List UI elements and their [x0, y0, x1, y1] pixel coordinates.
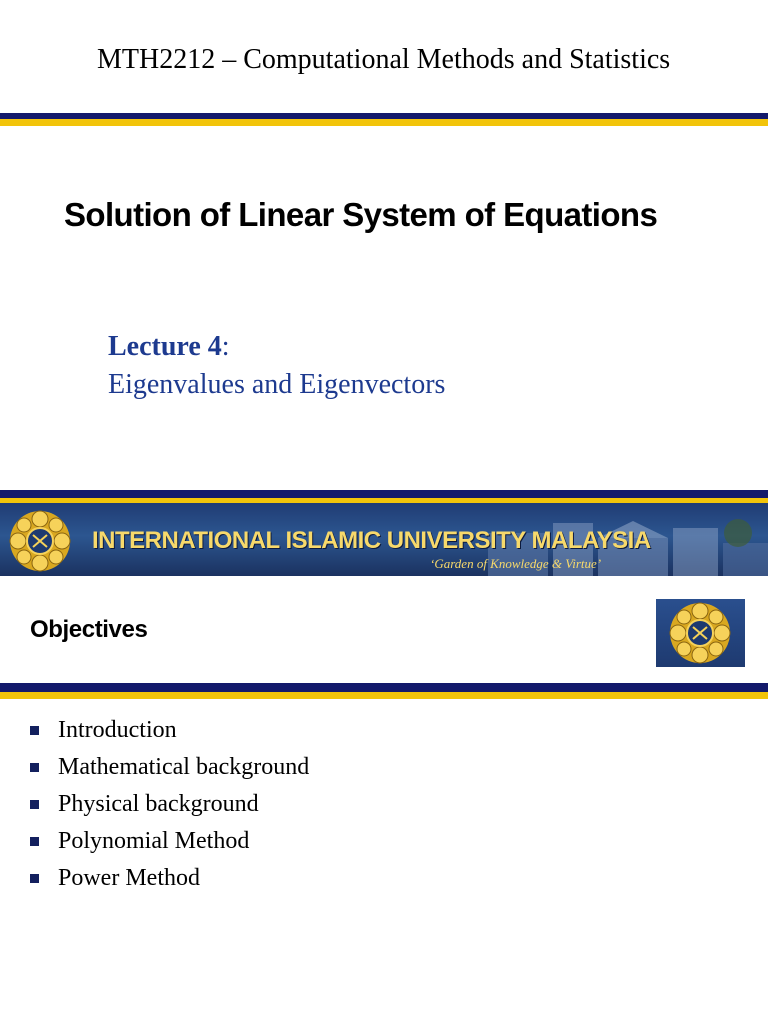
university-motto: ‘Garden of Knowledge & Virtue’ — [430, 556, 602, 571]
bullet-square-icon — [30, 800, 39, 809]
list-item: Physical background — [30, 786, 309, 823]
banner-top-divider — [0, 490, 768, 503]
lecture-block — [108, 328, 445, 404]
list-item: Introduction — [30, 712, 309, 749]
list-item: Polynomial Method — [30, 823, 309, 860]
course-title: MTH2212 – Computational Methods and Statistics — [97, 44, 671, 75]
bullet-square-icon — [30, 763, 39, 772]
list-item: Mathematical background — [30, 749, 309, 786]
list-item: Power Method — [30, 860, 309, 897]
lecture-colon: : — [221, 331, 230, 362]
objectives-heading: Objectives — [30, 616, 148, 643]
iium-emblem-icon — [668, 601, 732, 665]
emblem-logo — [656, 599, 745, 667]
bullet-square-icon — [30, 837, 39, 846]
header-divider — [0, 113, 768, 126]
objectives-list — [30, 712, 309, 897]
lecture-topic: Eigenvalues and Eigenvectors — [108, 369, 446, 400]
iium-emblem-icon — [8, 509, 72, 573]
bullet-square-icon — [30, 874, 39, 883]
slide-title: Solution of Linear System of Equations — [64, 196, 658, 233]
university-banner — [0, 503, 768, 576]
objectives-divider — [0, 683, 768, 699]
lecture-label: Lecture 4 — [108, 331, 222, 362]
university-name: INTERNATIONAL ISLAMIC UNIVERSITY MALAYSIA — [92, 527, 651, 554]
bullet-square-icon — [30, 726, 39, 735]
